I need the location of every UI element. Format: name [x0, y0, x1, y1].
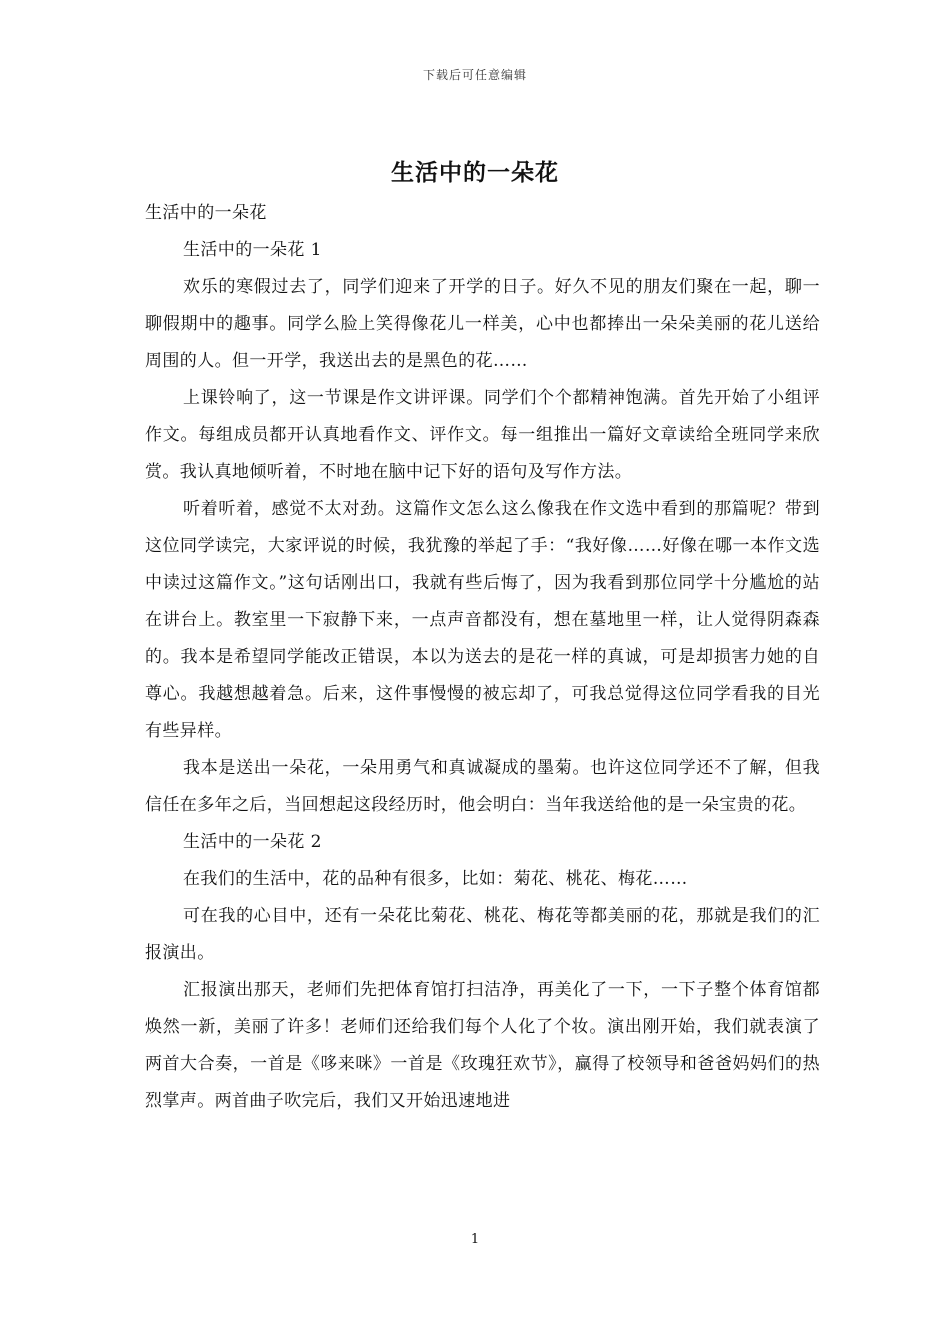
page-number: 1 [470, 1232, 480, 1247]
paragraph: 上课铃响了，这一节课是作文讲评课。同学们个个都精神饱满。首先开始了小组评作文。每组成员都开认真地看作文、评作文。每一组推出一篇好文章读给全班同学来欣赏。我认真地倾听着，不时地在脑中记下好的语句及写作方法。 [145, 388, 820, 482]
paragraph: 生活中的一朵花 [145, 203, 267, 223]
paragraph: 欢乐的寒假过去了，同学们迎来了开学的日子。好久不见的朋友们聚在一起，聊一聊假期中的趣事。同学么脸上笑得像花儿一样美，心中也都捧出一朵朵美丽的花儿送给周围的人。但一开学，我送出去的是黑色的花…… [145, 277, 820, 371]
paragraph: 在我们的生活中，花的品种有很多，比如：菊花、桃花、梅花…… [183, 869, 688, 889]
section-heading: 生活中的一朵花 2 [183, 832, 322, 852]
paragraph: 我本是送出一朵花，一朵用勇气和真诚凝成的墨菊。也许这位同学还不了解，但我信任在多年之后，当回想起这段经历时，他会明白：当年我送给他的是一朵宝贵的花。 [145, 758, 820, 815]
header-note: 下载后可任意编辑 [422, 68, 527, 82]
paragraph: 可在我的心目中，还有一朵花比菊花、桃花、梅花等都美丽的花，那就是我们的汇报演出。 [145, 906, 820, 963]
paragraph: 汇报演出那天，老师们先把体育馆打扫洁净，再美化了一下，一下子整个体育馆都焕然一新，美丽了许多！老师们还给我们每个人化了个妆。演出刚开始，我们就表演了两首大合奏，一首是《哆来咪》一首是《玫瑰狂欢节》，赢得了校领导和爸爸妈妈们的热烈掌声。两首曲子吹完后，我们又开始迅速地进 [145, 980, 820, 1111]
document-title: 生活中的一朵花 [391, 159, 559, 186]
paragraph: 听着听着，感觉不太对劲。这篇作文怎么这么像我在作文选中看到的那篇呢？带到这位同学读完，大家评说的时候，我犹豫的举起了手：“我好像……好像在哪一本作文选中读过这篇作文。”这句话刚出口，我就有些后悔了，因为我看到那位同学十分尴尬的站在讲台上。教室里一下寂静下来，一点声音都没有，想在墓地里一样，让人觉得阴森森的。我本是希望同学能改正错误，本以为送去的是花一样的真诚，可是却损害力她的自尊心。我越想越着急。后来，这件事慢慢的被忘却了，可我总觉得这位同学看我的目光有些异样。 [145, 499, 820, 741]
document-body [145, 195, 820, 1120]
section-heading: 生活中的一朵花 1 [183, 240, 322, 260]
